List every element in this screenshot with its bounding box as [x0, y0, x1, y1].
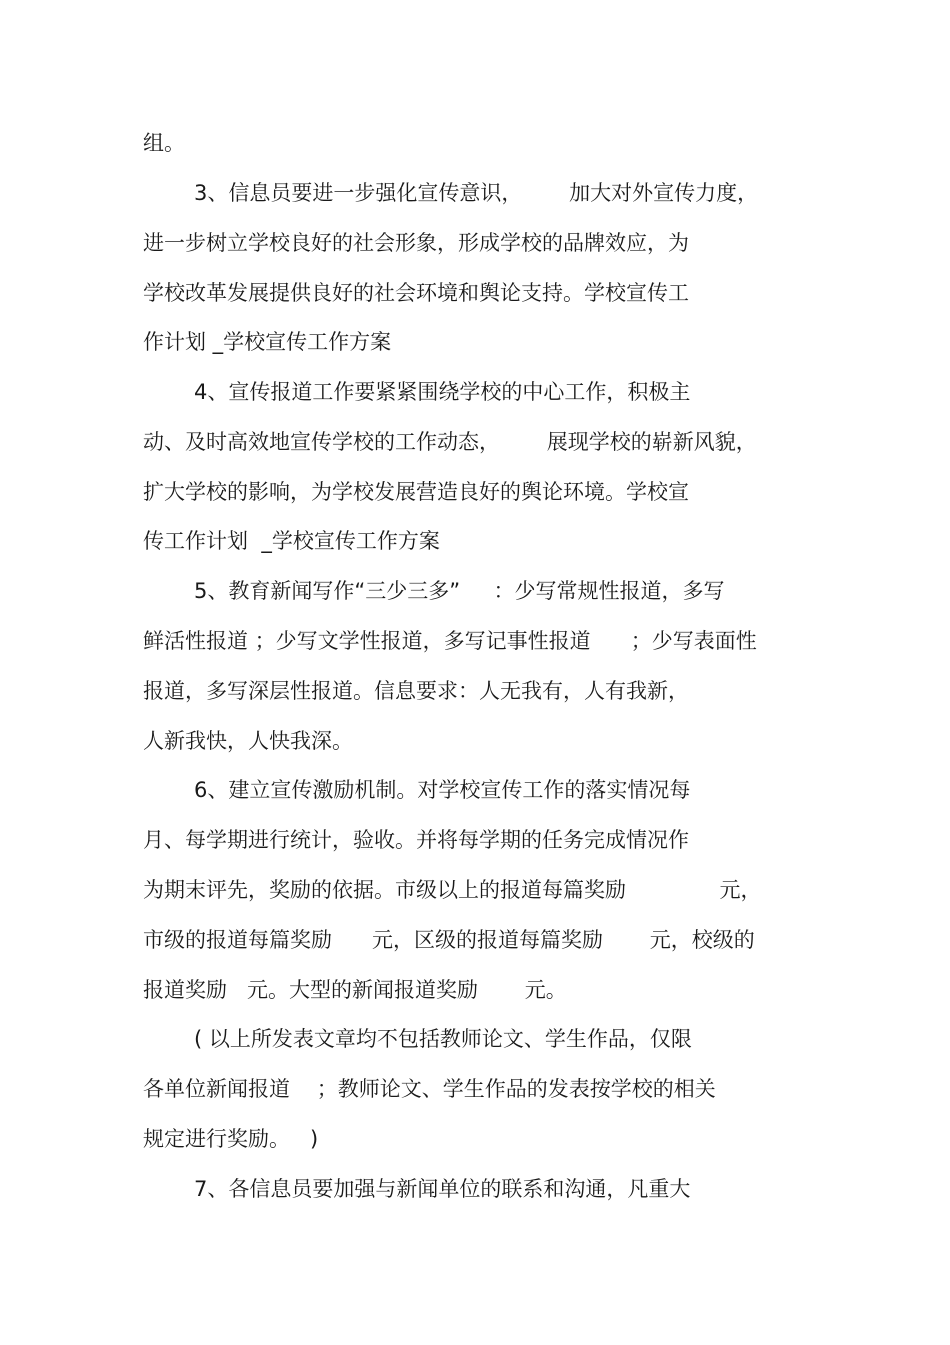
text-line: 组。 — [143, 131, 185, 155]
text-line: 传工作计划 _学校宣传工作方案 — [143, 529, 440, 553]
text-line: 市级的报道每篇奖励 元，区级的报道每篇奖励 元，校级的 — [143, 928, 755, 952]
text-line: 报道奖励 元。大型的新闻报道奖励 元。 — [143, 978, 567, 1002]
text-line: 7、各信息员要加强与新闻单位的联系和沟通，凡重大 — [194, 1177, 691, 1201]
text-line: 6、建立宣传激励机制。对学校宣传工作的落实情况每 — [194, 778, 691, 802]
text-line: 报道，多写深层性报道。信息要求：人无我有，人有我新， — [143, 679, 689, 703]
text-line: 作计划 _学校宣传工作方案 — [143, 330, 392, 354]
text-line: 为期末评先，奖励的依据。市级以上的报道每篇奖励 元， — [143, 878, 762, 902]
text-line: 鲜活性报道 ；少写文学性报道，多写记事性报道 ；少写表面性 — [143, 629, 757, 653]
text-line: 进一步树立学校良好的社会形象，形成学校的品牌效应，为 — [143, 231, 689, 255]
text-line: 动、及时高效地宣传学校的工作动态， 展现学校的崭新风貌， — [143, 430, 757, 454]
text-line: 月、每学期进行统计，验收。并将每学期的任务完成情况作 — [143, 828, 689, 852]
text-line: 学校改革发展提供良好的社会环境和舆论支持。学校宣传工 — [143, 281, 689, 305]
text-line: 各单位新闻报道 ；教师论文、学生作品的发表按学校的相关 — [143, 1077, 716, 1101]
text-line: 规定进行奖励。 ) — [143, 1127, 319, 1151]
text-line: ( 以上所发表文章均不包括教师论文、学生作品，仅限 — [194, 1027, 692, 1051]
text-line: 人新我快，人快我深。 — [143, 729, 353, 753]
text-line: 3、信息员要进一步强化宣传意识， 加大对外宣传力度， — [194, 181, 759, 205]
text-line: 扩大学校的影响，为学校发展营造良好的舆论环境。学校宣 — [143, 480, 689, 504]
text-line: 4、宣传报道工作要紧紧围绕学校的中心工作，积极主 — [194, 380, 691, 404]
text-line: 5、教育新闻写作“三少三多” ：少写常规性报道，多写 — [194, 579, 725, 603]
